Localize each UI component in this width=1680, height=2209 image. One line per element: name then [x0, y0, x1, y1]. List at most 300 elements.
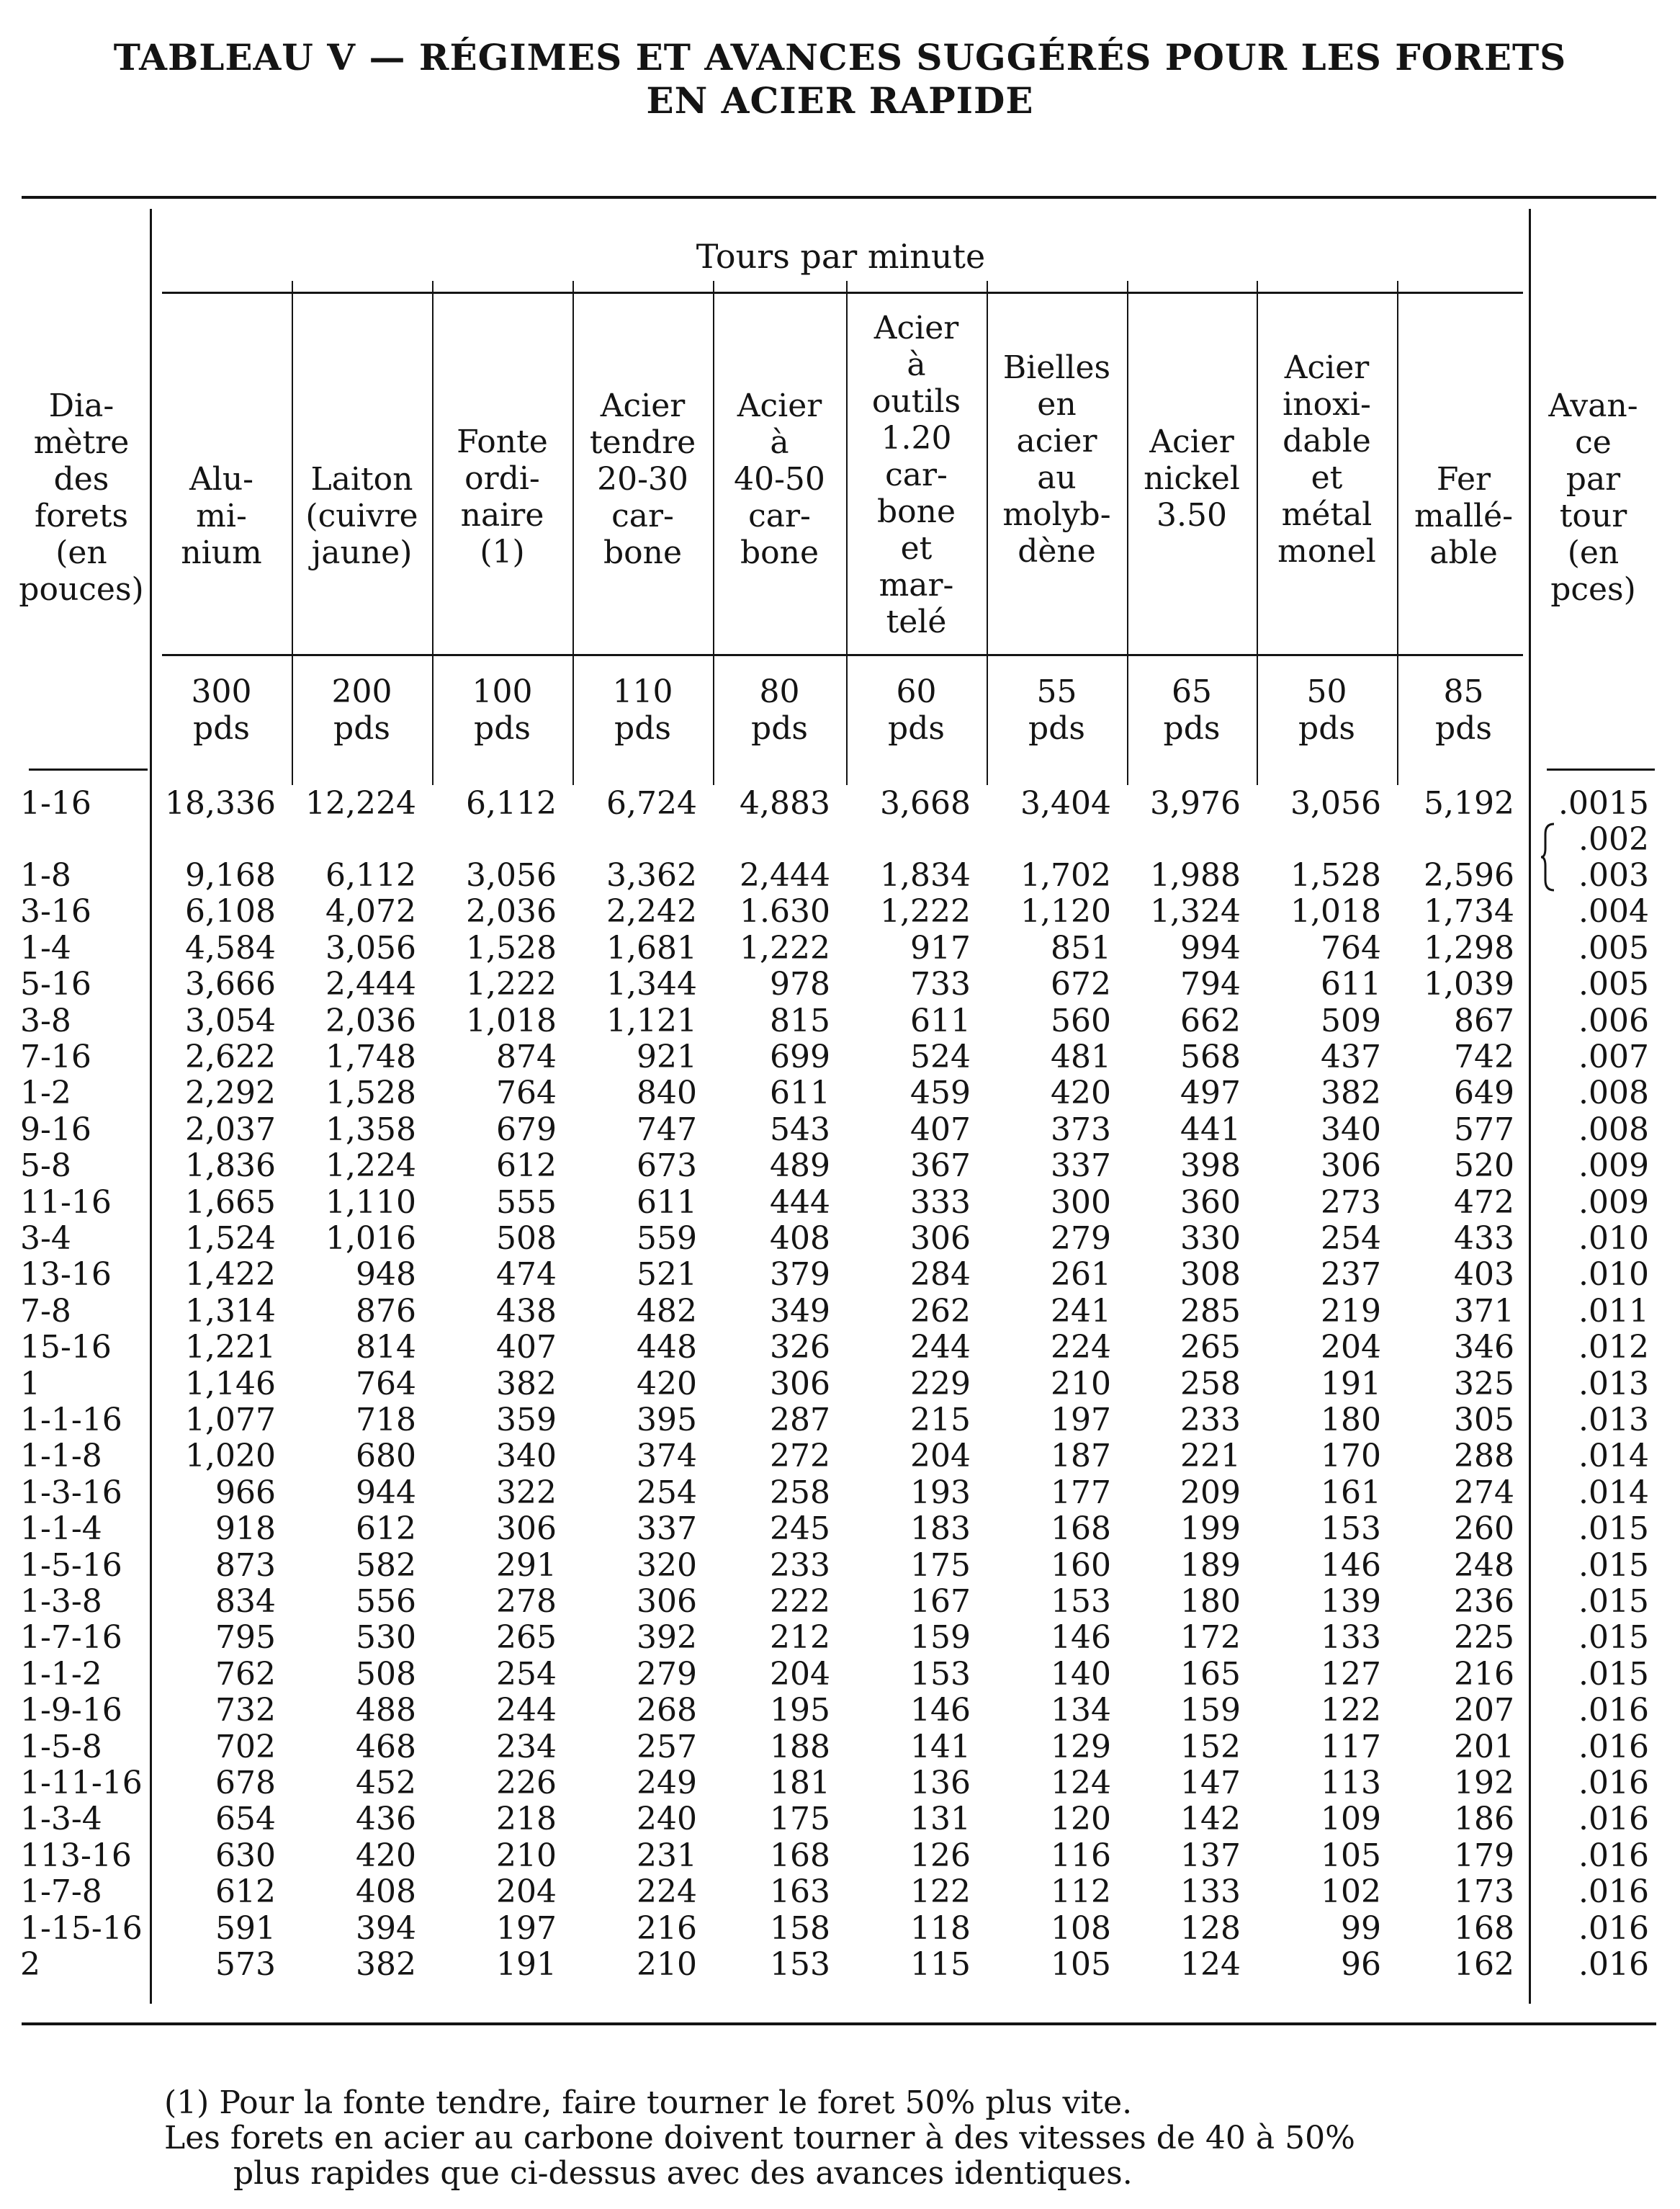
- cell-rpm: 233: [1180, 1402, 1241, 1438]
- group-rule: [162, 292, 1523, 294]
- table-row: [0, 1256, 1680, 1293]
- cell-rpm: 2,444: [325, 966, 416, 1003]
- cell-rpm: 873: [215, 1546, 276, 1584]
- table-row: [0, 1765, 1680, 1801]
- cell-rpm: 179: [1454, 1837, 1514, 1874]
- cell-rpm: 180: [1321, 1402, 1381, 1438]
- cell-rpm: 18,336: [165, 785, 276, 822]
- cell-rpm: 237: [1321, 1256, 1381, 1294]
- cell-rpm: 921: [637, 1039, 697, 1075]
- cell-rpm: 3,056: [1290, 785, 1381, 822]
- cell-feed: .010: [1578, 1256, 1649, 1294]
- cell-rpm: 732: [215, 1692, 276, 1729]
- cell-rpm: 306: [910, 1220, 971, 1257]
- table-row: [0, 1220, 1680, 1257]
- cell-rpm: 189: [1180, 1546, 1241, 1584]
- note-3: plus rapides que ci-dessus avec des avances identiques.: [233, 2155, 1133, 2192]
- header-feed-line: Avan-: [1548, 387, 1638, 424]
- cell-rpm: 210: [637, 1946, 697, 1983]
- cell-diameter: 1-15-16: [20, 1909, 143, 1947]
- cell-rpm: 197: [496, 1909, 557, 1947]
- cell-rpm: 373: [1051, 1111, 1111, 1148]
- cell-rpm: 1,681: [606, 929, 697, 967]
- table-row: [0, 1293, 1680, 1330]
- cell-rpm: 258: [1180, 1365, 1241, 1402]
- cell-rpm: 612: [356, 1510, 416, 1548]
- cell-rpm: 102: [1321, 1873, 1381, 1911]
- header-material-10-line: able: [1429, 534, 1498, 571]
- cell-rpm: 147: [1180, 1765, 1241, 1801]
- cell-rpm: 649: [1454, 1075, 1514, 1112]
- cell-rpm: 444: [770, 1183, 830, 1221]
- cell-rpm: 1,224: [325, 1147, 416, 1185]
- cell-rpm: 398: [1180, 1147, 1241, 1185]
- cell-rpm: 300: [1051, 1183, 1111, 1221]
- cell-feed: .006: [1578, 1002, 1649, 1039]
- cell-feed: .013: [1578, 1365, 1649, 1402]
- cell-feed-extra: .002: [1578, 821, 1649, 858]
- cell-rpm: 764: [496, 1075, 557, 1112]
- cell-rpm: 197: [1051, 1402, 1111, 1438]
- note-2: Les forets en acier au carbone doivent tourner à des vitesses de 40 à 50%: [164, 2120, 1355, 2156]
- cell-rpm: 258: [770, 1474, 830, 1511]
- header-weight-5: 80: [759, 673, 800, 710]
- cell-rpm: 4,584: [185, 929, 276, 967]
- cell-diameter: 1-5-8: [20, 1728, 102, 1765]
- cell-rpm: 407: [496, 1329, 557, 1366]
- cell-rpm: 117: [1321, 1728, 1381, 1765]
- cell-rpm: 218: [496, 1801, 557, 1838]
- cell-diameter: 1-8: [20, 857, 71, 894]
- header-material-9-line: inoxi-: [1283, 386, 1371, 423]
- header-weight-2: pds: [333, 710, 390, 747]
- cell-rpm: 326: [770, 1329, 830, 1366]
- cell-rpm: 160: [1051, 1546, 1111, 1584]
- top-rule: [22, 196, 1656, 199]
- table-row: [0, 1329, 1680, 1366]
- cell-feed: .0015: [1558, 785, 1649, 822]
- table-row: [0, 1729, 1680, 1765]
- cell-feed: .015: [1578, 1619, 1649, 1657]
- cell-rpm: 186: [1454, 1801, 1514, 1838]
- cell-rpm: 408: [770, 1220, 830, 1257]
- cell-rpm: 240: [637, 1801, 697, 1838]
- header-material-5-line: car-: [748, 498, 811, 534]
- cell-rpm: 113: [1321, 1765, 1381, 1801]
- cell-diameter: 1-2: [20, 1075, 71, 1112]
- cell-rpm: 137: [1180, 1837, 1241, 1874]
- cell-rpm: 764: [356, 1365, 416, 1402]
- header-material-7-line: Bielles: [1002, 349, 1111, 386]
- cell-rpm: 509: [1321, 1002, 1381, 1039]
- header-weight-8: 65: [1172, 673, 1212, 710]
- header-material-8-line: 3.50: [1156, 497, 1227, 534]
- cell-rpm: 840: [637, 1075, 697, 1112]
- cell-rpm: 3,666: [185, 966, 276, 1003]
- cell-rpm: 116: [1051, 1837, 1111, 1874]
- cell-rpm: 233: [770, 1546, 830, 1584]
- cell-rpm: 508: [356, 1655, 416, 1693]
- cell-diameter: 1-11-16: [20, 1765, 143, 1801]
- header-weight-4: pds: [614, 710, 671, 747]
- cell-rpm: 1.630: [740, 893, 830, 931]
- table-row: [0, 1510, 1680, 1547]
- cell-rpm: 3,056: [466, 857, 557, 894]
- cell-feed: .016: [1578, 1837, 1649, 1874]
- cell-rpm: 407: [910, 1111, 971, 1148]
- cell-rpm: 2,242: [606, 893, 697, 931]
- cell-rpm: 4,883: [740, 785, 830, 822]
- cell-rpm: 284: [910, 1256, 971, 1294]
- cell-rpm: 1,836: [185, 1147, 276, 1185]
- cell-rpm: 265: [1180, 1329, 1241, 1366]
- cell-rpm: 134: [1051, 1692, 1111, 1729]
- header-material-9-line: et: [1311, 460, 1343, 496]
- cell-feed: .014: [1578, 1438, 1649, 1475]
- table-row: [0, 1111, 1680, 1148]
- cell-rpm: 225: [1454, 1619, 1514, 1657]
- cell-rpm: 291: [496, 1546, 557, 1584]
- header-material-3-line: ordi-: [464, 460, 540, 497]
- cell-rpm: 672: [1051, 966, 1111, 1003]
- cell-rpm: 1,734: [1424, 893, 1514, 931]
- header-material-6-line: Acier: [873, 310, 959, 346]
- cell-rpm: 226: [496, 1765, 557, 1801]
- cell-rpm: 867: [1454, 1002, 1514, 1039]
- cell-rpm: 273: [1321, 1183, 1381, 1221]
- cell-feed: .003: [1578, 857, 1649, 894]
- cell-rpm: 195: [770, 1692, 830, 1729]
- table-row: [0, 1837, 1680, 1874]
- cell-rpm: 1,110: [325, 1183, 416, 1221]
- cell-rpm: 437: [1321, 1039, 1381, 1075]
- cell-rpm: 180: [1180, 1583, 1241, 1620]
- cell-rpm: 2,622: [185, 1039, 276, 1075]
- cell-feed: .010: [1578, 1220, 1649, 1257]
- cell-rpm: 129: [1051, 1728, 1111, 1765]
- cell-rpm: 168: [1051, 1510, 1111, 1548]
- body-rule-diameter: [29, 769, 148, 771]
- cell-rpm: 162: [1454, 1946, 1514, 1983]
- cell-rpm: 438: [496, 1292, 557, 1330]
- cell-rpm: 177: [1051, 1474, 1111, 1511]
- header-material-2-line: Laiton: [310, 461, 413, 498]
- brace-icon: [1540, 821, 1557, 893]
- cell-rpm: 392: [637, 1619, 697, 1657]
- cell-diameter: 1-5-16: [20, 1546, 122, 1584]
- header-material-5-line: Acier: [737, 387, 822, 424]
- header-material-8-line: Acier: [1149, 424, 1234, 460]
- cell-rpm: 2,037: [185, 1111, 276, 1148]
- cell-rpm: 395: [637, 1402, 697, 1438]
- table-title: [0, 36, 1680, 122]
- cell-rpm: 611: [637, 1183, 697, 1221]
- cell-rpm: 482: [637, 1292, 697, 1330]
- cell-rpm: 394: [356, 1909, 416, 1947]
- cell-rpm: 340: [496, 1438, 557, 1475]
- header-material-1-line: nium: [181, 534, 262, 571]
- cell-rpm: 112: [1051, 1873, 1111, 1911]
- cell-rpm: 543: [770, 1111, 830, 1148]
- cell-rpm: 265: [496, 1619, 557, 1657]
- header-weight-4: 110: [612, 673, 673, 710]
- cell-rpm: 1,016: [325, 1220, 416, 1257]
- cell-rpm: 762: [215, 1655, 276, 1693]
- cell-diameter: 1-4: [20, 929, 71, 967]
- header-weight-9: pds: [1298, 710, 1355, 747]
- cell-rpm: 175: [910, 1546, 971, 1584]
- header-material-9-line: monel: [1277, 533, 1376, 570]
- cell-feed: .015: [1578, 1546, 1649, 1584]
- cell-feed: .008: [1578, 1111, 1649, 1148]
- table-row: [0, 1366, 1680, 1402]
- cell-diameter: 1-9-16: [20, 1692, 122, 1729]
- cell-rpm: 448: [637, 1329, 697, 1366]
- header-material-6-line: mar-: [879, 567, 954, 604]
- table-row: [0, 966, 1680, 1003]
- header-material-9-line: Acier: [1284, 349, 1370, 386]
- cell-rpm: 210: [496, 1837, 557, 1874]
- cell-rpm: 325: [1454, 1365, 1514, 1402]
- cell-rpm: 530: [356, 1619, 416, 1657]
- cell-rpm: 224: [637, 1873, 697, 1911]
- table-row: [0, 1583, 1680, 1620]
- cell-rpm: 306: [637, 1583, 697, 1620]
- cell-diameter: 15-16: [20, 1329, 112, 1366]
- cell-rpm: 978: [770, 966, 830, 1003]
- header-feed-line: pces): [1550, 571, 1636, 608]
- cell-rpm: 2,444: [740, 857, 830, 894]
- cell-rpm: 346: [1454, 1329, 1514, 1366]
- cell-rpm: 333: [910, 1183, 971, 1221]
- cell-rpm: 521: [637, 1256, 697, 1294]
- cell-rpm: 204: [910, 1438, 971, 1475]
- header-material-4-line: Acier: [600, 387, 686, 424]
- header-material-2-line: (cuivre: [305, 498, 418, 534]
- cell-rpm: 1,077: [185, 1402, 276, 1438]
- cell-diameter: 7-8: [20, 1292, 71, 1330]
- header-material-6-line: et: [900, 530, 933, 567]
- cell-rpm: 320: [637, 1546, 697, 1584]
- cell-rpm: 128: [1180, 1909, 1241, 1947]
- cell-rpm: 474: [496, 1256, 557, 1294]
- cell-rpm: 172: [1180, 1619, 1241, 1657]
- header-diameter-line: Dia-: [48, 387, 114, 424]
- cell-rpm: 108: [1051, 1909, 1111, 1947]
- cell-rpm: 168: [1454, 1909, 1514, 1947]
- cell-rpm: 306: [1321, 1147, 1381, 1185]
- cell-rpm: 231: [637, 1837, 697, 1874]
- header-weight-6: 60: [896, 673, 937, 710]
- cell-rpm: 210: [1051, 1365, 1111, 1402]
- cell-rpm: 249: [637, 1765, 697, 1801]
- cell-rpm: 173: [1454, 1873, 1514, 1911]
- cell-rpm: 403: [1454, 1256, 1514, 1294]
- cell-diameter: 1-1-4: [20, 1510, 102, 1548]
- cell-diameter: 113-16: [20, 1837, 132, 1874]
- cell-rpm: 204: [1321, 1329, 1381, 1366]
- cell-rpm: 795: [215, 1619, 276, 1657]
- header-diameter-line: forets: [34, 498, 129, 534]
- note-1: (1) Pour la fonte tendre, faire tourner le foret 50% plus vite.: [164, 2084, 1133, 2121]
- cell-rpm: 611: [1321, 966, 1381, 1003]
- cell-feed: .008: [1578, 1075, 1649, 1112]
- cell-rpm: 420: [637, 1365, 697, 1402]
- cell-rpm: 241: [1051, 1292, 1111, 1330]
- title-line-1: TABLEAU V — RÉGIMES ET AVANCES SUGGÉRÉS POUR LES FORETS: [113, 36, 1567, 79]
- cell-diameter: 3-4: [20, 1220, 71, 1257]
- cell-rpm: 374: [637, 1438, 697, 1475]
- header-feed-line: tour: [1559, 498, 1627, 534]
- header-diameter-line: pouces): [19, 571, 144, 608]
- cell-diameter: 11-16: [20, 1183, 112, 1221]
- table-row: [0, 1039, 1680, 1075]
- body-rule-feed: [1547, 769, 1655, 771]
- cell-rpm: 1,422: [185, 1256, 276, 1294]
- cell-rpm: 146: [910, 1692, 971, 1729]
- cell-rpm: 1,528: [466, 929, 557, 967]
- cell-rpm: 122: [1321, 1692, 1381, 1729]
- cell-feed: .013: [1578, 1402, 1649, 1438]
- cell-rpm: 133: [1321, 1619, 1381, 1657]
- table-row: [0, 893, 1680, 930]
- header-weight-1: pds: [193, 710, 250, 747]
- header-material-7-line: molyb-: [1002, 496, 1111, 533]
- cell-rpm: 139: [1321, 1583, 1381, 1620]
- cell-rpm: 99: [1341, 1909, 1381, 1947]
- cell-rpm: 1,358: [325, 1111, 416, 1148]
- cell-rpm: 244: [496, 1692, 557, 1729]
- cell-diameter: 1-7-8: [20, 1873, 102, 1911]
- cell-rpm: 371: [1454, 1292, 1514, 1330]
- table-row: [0, 1184, 1680, 1221]
- cell-rpm: 245: [770, 1510, 830, 1548]
- cell-rpm: 340: [1321, 1111, 1381, 1148]
- cell-rpm: 917: [910, 929, 971, 967]
- cell-rpm: 6,724: [606, 785, 697, 822]
- cell-feed: .016: [1578, 1692, 1649, 1729]
- cell-feed: .015: [1578, 1583, 1649, 1620]
- cell-rpm: 142: [1180, 1801, 1241, 1838]
- cell-rpm: 306: [770, 1365, 830, 1402]
- cell-rpm: 2,036: [466, 893, 557, 931]
- header-material-4-line: bone: [603, 534, 683, 571]
- table-row: [0, 1547, 1680, 1584]
- cell-rpm: 153: [910, 1655, 971, 1693]
- cell-rpm: 216: [637, 1909, 697, 1947]
- header-weight-2: 200: [331, 673, 392, 710]
- cell-rpm: 192: [1454, 1765, 1514, 1801]
- cell-feed: .009: [1578, 1183, 1649, 1221]
- cell-rpm: 944: [356, 1474, 416, 1511]
- cell-rpm: 163: [770, 1873, 830, 1911]
- header-material-6-line: 1.20: [881, 420, 952, 457]
- cell-rpm: 382: [356, 1946, 416, 1983]
- cell-rpm: 337: [1051, 1147, 1111, 1185]
- table-row: [0, 1147, 1680, 1184]
- cell-rpm: 742: [1454, 1039, 1514, 1075]
- cell-rpm: 874: [496, 1039, 557, 1075]
- cell-rpm: 1,146: [185, 1365, 276, 1402]
- cell-feed: .016: [1578, 1801, 1649, 1838]
- cell-rpm: 3,976: [1150, 785, 1241, 822]
- cell-rpm: 673: [637, 1147, 697, 1185]
- cell-rpm: 159: [1180, 1692, 1241, 1729]
- cell-rpm: 1,121: [606, 1002, 697, 1039]
- cell-rpm: 520: [1454, 1147, 1514, 1185]
- header-weight-3: 100: [472, 673, 533, 710]
- cell-rpm: 229: [910, 1365, 971, 1402]
- cell-rpm: 308: [1180, 1256, 1241, 1294]
- cell-feed: .007: [1578, 1039, 1649, 1075]
- cell-rpm: 1,020: [185, 1438, 276, 1475]
- cell-feed: .012: [1578, 1329, 1649, 1366]
- header-material-10-line: Fer: [1436, 461, 1491, 498]
- cell-rpm: 105: [1051, 1946, 1111, 1983]
- cell-rpm: 191: [496, 1946, 557, 1983]
- cell-rpm: 560: [1051, 1002, 1111, 1039]
- table-row: [0, 1438, 1680, 1474]
- cell-diameter: 1-1-16: [20, 1402, 122, 1438]
- cell-rpm: 662: [1180, 1002, 1241, 1039]
- cell-rpm: 1,221: [185, 1329, 276, 1366]
- cell-rpm: 577: [1454, 1111, 1514, 1148]
- cell-diameter: 1: [20, 1365, 40, 1402]
- header-material-1-line: mi-: [196, 498, 247, 534]
- header-weight-1: 300: [191, 673, 252, 710]
- cell-rpm: 165: [1180, 1655, 1241, 1693]
- cell-diameter: 1-16: [20, 785, 91, 822]
- cell-rpm: 118: [910, 1909, 971, 1947]
- cell-rpm: 96: [1341, 1946, 1381, 1983]
- cell-rpm: 420: [356, 1837, 416, 1874]
- cell-rpm: 489: [770, 1147, 830, 1185]
- cell-rpm: 219: [1321, 1292, 1381, 1330]
- cell-rpm: 212: [770, 1619, 830, 1657]
- cell-rpm: 488: [356, 1692, 416, 1729]
- cell-rpm: 794: [1180, 966, 1241, 1003]
- cell-rpm: 468: [356, 1728, 416, 1765]
- cell-rpm: 3,404: [1020, 785, 1111, 822]
- cell-rpm: 678: [215, 1765, 276, 1801]
- cell-rpm: 436: [356, 1801, 416, 1838]
- cell-rpm: 1,324: [1150, 893, 1241, 931]
- cell-rpm: 420: [1051, 1075, 1111, 1112]
- table-row: [0, 1656, 1680, 1693]
- cell-rpm: 1,988: [1150, 857, 1241, 894]
- cell-rpm: 555: [496, 1183, 557, 1221]
- table-row: [0, 1003, 1680, 1039]
- cell-rpm: 2,292: [185, 1075, 276, 1112]
- header-feed-line: (en: [1567, 534, 1620, 571]
- cell-rpm: 568: [1180, 1039, 1241, 1075]
- cell-rpm: 209: [1180, 1474, 1241, 1511]
- header-material-7-line: dène: [1018, 533, 1096, 570]
- cell-rpm: 261: [1051, 1256, 1111, 1294]
- cell-feed: .016: [1578, 1728, 1649, 1765]
- cell-rpm: 274: [1454, 1474, 1514, 1511]
- cell-rpm: 481: [1051, 1039, 1111, 1075]
- cell-rpm: 122: [910, 1873, 971, 1911]
- header-material-6-line: bone: [876, 493, 956, 530]
- cell-rpm: 612: [496, 1147, 557, 1185]
- cell-rpm: 124: [1180, 1946, 1241, 1983]
- cell-rpm: 131: [910, 1801, 971, 1838]
- table-row: [0, 1692, 1680, 1729]
- cell-rpm: 168: [770, 1837, 830, 1874]
- cell-rpm: 472: [1454, 1183, 1514, 1221]
- cell-rpm: 158: [770, 1909, 830, 1947]
